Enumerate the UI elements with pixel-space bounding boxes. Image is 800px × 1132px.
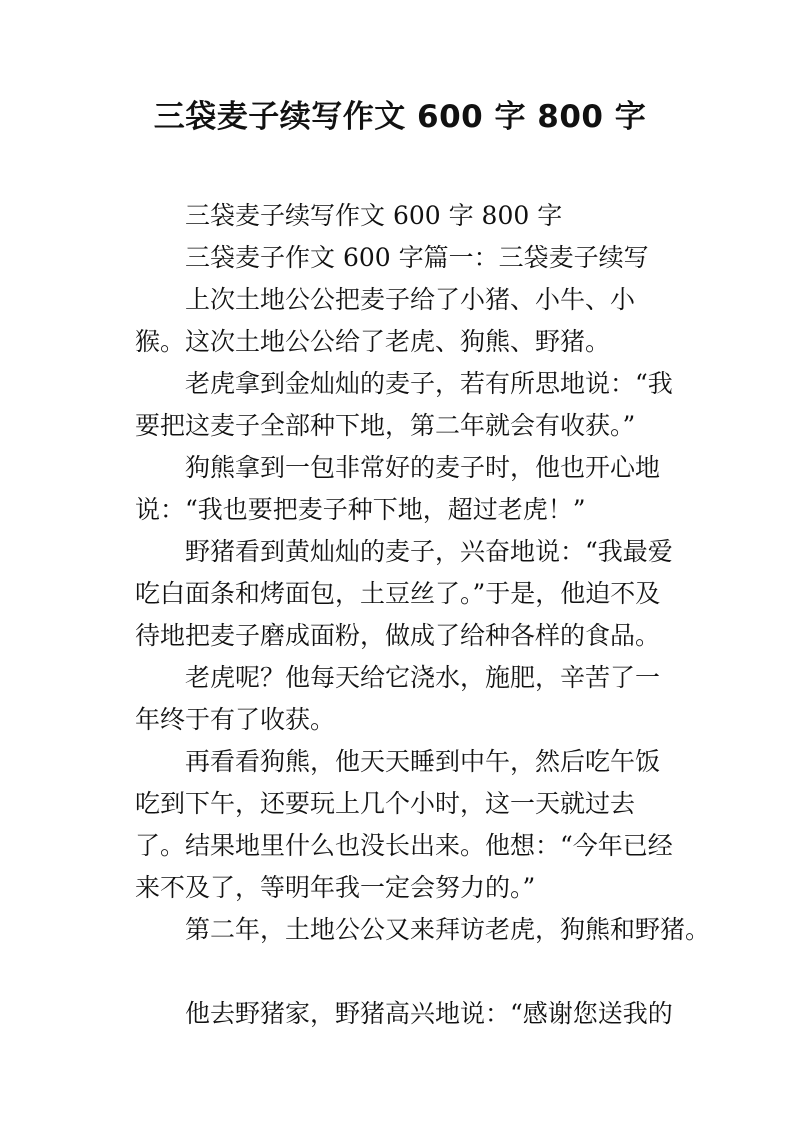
- paragraph-5: 老虎呢？他每天给它浇水，施肥，辛苦了一年终于有了收获。: [135, 663, 661, 734]
- document-body: [135, 195, 711, 1035]
- document-title: 三袋麦子续写作文 600 字 800 字: [153, 99, 647, 135]
- paragraph-section-heading: 三袋麦子作文 600 字篇一：三袋麦子续写: [185, 243, 649, 272]
- paragraph-2: 老虎拿到金灿灿的麦子，若有所思地说：“我要把这麦子全部种下地，第二年就会有收获。”: [135, 369, 673, 440]
- paragraph-6: 再看看狗熊，他天天睡到中午，然后吃午饭吃到下午，还要玩上几个小时，这一天就过去了。结果地里什么也没长出来。他想：“今年已经来不及了，等明年我一定会努力的。”: [135, 747, 673, 902]
- paragraph-1: 上次土地公公把麦子给了小猪、小牛、小猴。这次土地公公给了老虎、狗熊、野猪。: [135, 285, 636, 356]
- paragraph-3: 狗熊拿到一包非常好的麦子时，他也开心地说：“我也要把麦子种下地，超过老虎！”: [135, 453, 661, 524]
- paragraph-subtitle: 三袋麦子续写作文 600 字 800 字: [185, 201, 563, 230]
- paragraph-7: 第二年，土地公公又来拜访老虎，狗熊和野猪。: [185, 915, 711, 944]
- paragraph-4: 野猪看到黄灿灿的麦子，兴奋地说：“我最爱吃白面条和烤面包，土豆丝了。”于是，他迫不及待地把麦子磨成面粉，做成了给种各样的食品。: [135, 537, 673, 650]
- paragraph-gap: [135, 951, 680, 993]
- paragraph-8: 他去野猪家，野猪高兴地说：“感谢您送我的: [185, 999, 673, 1028]
